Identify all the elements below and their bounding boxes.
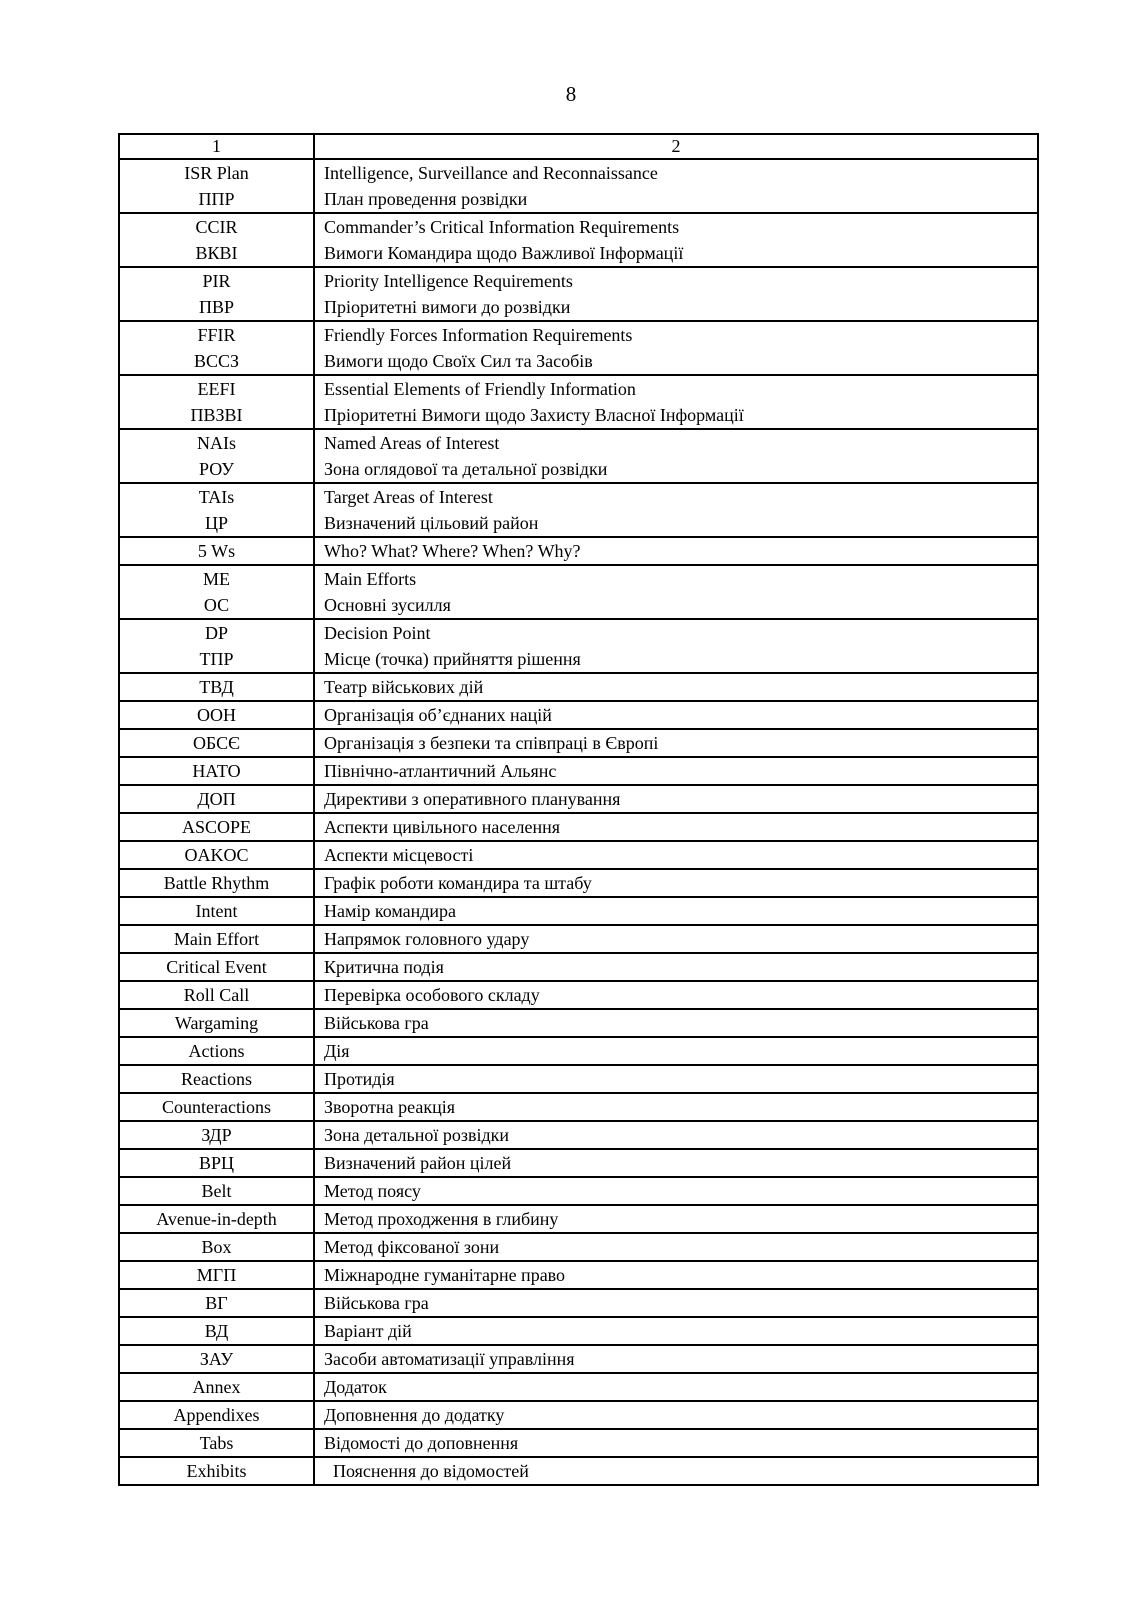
abbreviation-text: ВД xyxy=(204,1321,229,1341)
table-row xyxy=(119,1401,1038,1429)
table-row xyxy=(119,869,1038,897)
abbreviation-cell xyxy=(119,673,314,701)
table-row xyxy=(119,1345,1038,1373)
column-header-2: 2 xyxy=(314,134,1038,159)
abbreviation-cell xyxy=(119,1289,314,1317)
abbreviation-cell xyxy=(119,1037,314,1065)
abbreviation-cell xyxy=(119,785,314,813)
table-row xyxy=(119,537,1038,565)
abbreviation-cell xyxy=(119,897,314,925)
description-text: Пріоритетні вимоги до розвідки xyxy=(324,297,571,317)
table-row xyxy=(119,1093,1038,1121)
description-text: Зона оглядової та детальної розвідки xyxy=(324,459,608,479)
abbreviation-cell xyxy=(119,1205,314,1233)
abbreviation-text: OAKOC xyxy=(184,845,249,865)
abbreviation-text: ПВР xyxy=(198,297,234,317)
description-text: Визначений район цілей xyxy=(324,1153,512,1173)
description-text: Напрямок головного удару xyxy=(324,929,530,949)
abbreviation-text: EEFI xyxy=(197,379,236,399)
description-cell xyxy=(314,841,1038,869)
abbreviation-cell xyxy=(119,1401,314,1429)
abbreviation-cell xyxy=(119,925,314,953)
abbreviation-cell xyxy=(119,981,314,1009)
description-text: Директиви з оперативного планування xyxy=(324,789,621,809)
abbreviation-text: Appendixes xyxy=(173,1405,260,1425)
abbreviation-text: ОБСЄ xyxy=(192,733,241,753)
description-cell xyxy=(314,981,1038,1009)
table-row xyxy=(119,565,1038,619)
abbreviation-text: ЗДР xyxy=(201,1125,232,1145)
table-row xyxy=(119,1149,1038,1177)
description-text: Основні зусилля xyxy=(324,595,451,615)
table-header-row xyxy=(119,134,1038,159)
description-cell xyxy=(314,897,1038,925)
description-cell xyxy=(314,673,1038,701)
description-cell xyxy=(314,537,1038,565)
description-text: Північно-атлантичний Альянс xyxy=(324,761,557,781)
description-text: Friendly Forces Information Requirements xyxy=(324,325,633,345)
abbreviation-cell xyxy=(119,1317,314,1345)
description-cell xyxy=(314,785,1038,813)
abbreviation-cell xyxy=(119,1261,314,1289)
description-cell xyxy=(314,1457,1038,1485)
description-cell xyxy=(314,1289,1038,1317)
description-cell xyxy=(314,565,1038,619)
abbreviation-text: Box xyxy=(201,1237,232,1257)
table-row xyxy=(119,321,1038,375)
abbreviation-text: ВГ xyxy=(205,1293,228,1313)
description-text: Міжнародне гуманітарне право xyxy=(324,1265,566,1285)
abbreviation-cell xyxy=(119,1345,314,1373)
table-row xyxy=(119,953,1038,981)
table-row xyxy=(119,925,1038,953)
description-text: Додаток xyxy=(324,1377,387,1397)
description-cell xyxy=(314,1177,1038,1205)
description-text: Аспекти місцевості xyxy=(324,845,474,865)
description-text: Зона детальної розвідки xyxy=(324,1125,509,1145)
description-cell xyxy=(314,1345,1038,1373)
abbreviation-cell xyxy=(119,1429,314,1457)
abbreviation-text: TAIs xyxy=(198,487,235,507)
abbreviation-text: DP xyxy=(204,623,228,643)
description-text: Named Areas of Interest xyxy=(324,433,500,453)
abbreviation-text: ППР xyxy=(198,189,235,209)
abbreviation-cell xyxy=(119,1457,314,1485)
description-text: Main Efforts xyxy=(324,569,417,589)
abbreviation-cell xyxy=(119,375,314,429)
description-text: Перевірка особового складу xyxy=(324,985,540,1005)
description-text: Відомості до доповнення xyxy=(324,1433,519,1453)
abbreviation-cell xyxy=(119,813,314,841)
description-text: Вимоги щодо Своїх Сил та Засобів xyxy=(324,351,593,371)
table-row xyxy=(119,1037,1038,1065)
abbreviation-text: Tabs xyxy=(199,1433,234,1453)
abbreviation-text: Counteractions xyxy=(162,1097,271,1117)
description-text: Пояснення до відомостей xyxy=(324,1461,529,1481)
description-cell xyxy=(314,1373,1038,1401)
description-cell xyxy=(314,429,1038,483)
abbreviation-text: Reactions xyxy=(181,1069,252,1089)
table-row xyxy=(119,483,1038,537)
abbreviation-text: ЗАУ xyxy=(199,1349,234,1369)
table-row xyxy=(119,701,1038,729)
abbreviation-cell xyxy=(119,429,314,483)
abbreviation-text: ПВЗВІ xyxy=(190,405,243,425)
abbreviation-text: NAIs xyxy=(197,433,236,453)
abbreviation-cell xyxy=(119,701,314,729)
table-row xyxy=(119,619,1038,673)
abbreviation-cell xyxy=(119,757,314,785)
description-text: Intelligence, Surveillance and Reconnaissance xyxy=(324,163,658,183)
description-text: Засоби автоматизації управління xyxy=(324,1349,575,1369)
description-text: Критична подія xyxy=(324,957,444,977)
description-cell xyxy=(314,483,1038,537)
table-row xyxy=(119,757,1038,785)
abbreviation-text: Exhibits xyxy=(186,1461,247,1481)
abbreviation-cell xyxy=(119,1065,314,1093)
page-number: 8 xyxy=(565,82,577,106)
abbreviation-cell xyxy=(119,1233,314,1261)
table-row xyxy=(119,1317,1038,1345)
description-cell xyxy=(314,1065,1038,1093)
table-row xyxy=(119,1009,1038,1037)
description-text: Who? What? Where? When? Why? xyxy=(324,541,581,561)
abbreviation-cell xyxy=(119,321,314,375)
description-cell xyxy=(314,1205,1038,1233)
description-cell xyxy=(314,1317,1038,1345)
table-row xyxy=(119,1457,1038,1485)
abbreviation-text: ТПР xyxy=(199,649,234,669)
description-cell xyxy=(314,1401,1038,1429)
description-cell xyxy=(314,1429,1038,1457)
abbreviation-cell xyxy=(119,1177,314,1205)
abbreviation-text: НАТО xyxy=(192,761,241,781)
table-row xyxy=(119,1121,1038,1149)
description-text: Військова гра xyxy=(324,1013,429,1033)
abbreviation-text: Critical Event xyxy=(166,957,267,977)
abbreviation-table xyxy=(118,133,1039,1486)
description-text: План проведення розвідки xyxy=(324,189,528,209)
abbreviation-text: Intent xyxy=(195,901,238,921)
description-cell xyxy=(314,953,1038,981)
description-cell xyxy=(314,1233,1038,1261)
abbreviation-text: Belt xyxy=(201,1181,232,1201)
abbreviation-text: ЦР xyxy=(204,513,228,533)
abbreviation-text: PIR xyxy=(202,271,231,291)
description-text: Місце (точка) прийняття рішення xyxy=(324,649,581,669)
description-cell xyxy=(314,1009,1038,1037)
table-row xyxy=(119,1065,1038,1093)
description-cell xyxy=(314,159,1038,213)
abbreviation-text: Battle Rhythm xyxy=(163,873,270,893)
abbreviation-text: ISR Plan xyxy=(184,163,249,183)
abbreviation-text: Wargaming xyxy=(174,1013,259,1033)
abbreviation-text: FFIR xyxy=(197,325,236,345)
table-row xyxy=(119,1261,1038,1289)
description-cell xyxy=(314,757,1038,785)
description-text: Вимоги Командира щодо Важливої Інформації xyxy=(324,243,684,263)
abbreviation-cell xyxy=(119,267,314,321)
abbreviation-cell xyxy=(119,869,314,897)
abbreviation-text: Main Effort xyxy=(173,929,260,949)
table-row xyxy=(119,1233,1038,1261)
abbreviation-text: Annex xyxy=(192,1377,241,1397)
abbreviation-text: Actions xyxy=(188,1041,245,1061)
description-cell xyxy=(314,267,1038,321)
description-text: Метод проходження в глибину xyxy=(324,1209,559,1229)
description-cell xyxy=(314,1093,1038,1121)
abbreviation-cell xyxy=(119,213,314,267)
table-row xyxy=(119,267,1038,321)
description-cell xyxy=(314,1149,1038,1177)
abbreviation-text: ASCOPE xyxy=(181,817,252,837)
description-text: Метод фіксованої зони xyxy=(324,1237,500,1257)
table-row xyxy=(119,159,1038,213)
description-text: Організація з безпеки та співпраці в Європі xyxy=(324,733,659,753)
abbreviation-cell xyxy=(119,1149,314,1177)
description-cell xyxy=(314,1261,1038,1289)
abbreviation-text: Avenue-in-depth xyxy=(156,1209,277,1229)
column-header-1: 1 xyxy=(119,134,314,159)
description-text: Дія xyxy=(324,1041,350,1061)
table-row xyxy=(119,729,1038,757)
abbreviation-text: Roll Call xyxy=(183,985,250,1005)
description-text: Намір командира xyxy=(324,901,457,921)
description-text: Commander’s Critical Information Requirements xyxy=(324,217,680,237)
description-cell xyxy=(314,1121,1038,1149)
table-row xyxy=(119,897,1038,925)
table-row xyxy=(119,429,1038,483)
description-text: Театр військових дій xyxy=(324,677,484,697)
table-row xyxy=(119,981,1038,1009)
description-text: Пріоритетні Вимоги щодо Захисту Власної Інформації xyxy=(324,405,744,425)
table-row xyxy=(119,841,1038,869)
table-row xyxy=(119,1177,1038,1205)
table-row xyxy=(119,375,1038,429)
abbreviation-cell xyxy=(119,841,314,869)
description-cell xyxy=(314,213,1038,267)
abbreviation-cell xyxy=(119,953,314,981)
description-cell xyxy=(314,813,1038,841)
description-text: Організація об’єднаних націй xyxy=(324,705,552,725)
description-text: Визначений цільовий район xyxy=(324,513,539,533)
table-row xyxy=(119,785,1038,813)
description-text: Аспекти цивільного населення xyxy=(324,817,561,837)
abbreviation-text: МГП xyxy=(196,1265,237,1285)
description-text: Decision Point xyxy=(324,623,431,643)
description-text: Priority Intelligence Requirements xyxy=(324,271,573,291)
abbreviation-cell xyxy=(119,619,314,673)
abbreviation-cell xyxy=(119,565,314,619)
abbreviation-cell xyxy=(119,483,314,537)
abbreviation-text: ООН xyxy=(197,705,236,725)
abbreviation-text: CCIR xyxy=(195,217,238,237)
abbreviation-text: ДОП xyxy=(197,789,236,809)
description-text: Військова гра xyxy=(324,1293,429,1313)
abbreviation-table-body xyxy=(119,159,1038,1485)
description-text: Графік роботи командира та штабу xyxy=(324,873,592,893)
description-cell xyxy=(314,619,1038,673)
abbreviation-cell xyxy=(119,1373,314,1401)
abbreviation-text: ВРЦ xyxy=(198,1153,234,1173)
table-row xyxy=(119,1289,1038,1317)
description-text: Метод поясу xyxy=(324,1181,421,1201)
abbreviation-cell xyxy=(119,1093,314,1121)
abbreviation-text: ВССЗ xyxy=(193,351,240,371)
description-cell xyxy=(314,925,1038,953)
description-cell xyxy=(314,869,1038,897)
table-row xyxy=(119,813,1038,841)
description-cell xyxy=(314,375,1038,429)
description-text: Доповнення до додатку xyxy=(324,1405,505,1425)
abbreviation-cell xyxy=(119,159,314,213)
description-cell xyxy=(314,729,1038,757)
abbreviation-text: ТВД xyxy=(199,677,234,697)
abbreviation-text: ВКВІ xyxy=(195,243,238,263)
description-cell xyxy=(314,701,1038,729)
table-row xyxy=(119,213,1038,267)
description-cell xyxy=(314,1037,1038,1065)
abbreviation-cell xyxy=(119,1121,314,1149)
table-row xyxy=(119,1373,1038,1401)
description-text: Протидія xyxy=(324,1069,395,1089)
description-text: Варіант дій xyxy=(324,1321,412,1341)
abbreviation-text: РОУ xyxy=(199,459,234,479)
description-cell xyxy=(314,321,1038,375)
abbreviation-text: ОС xyxy=(203,595,230,615)
abbreviation-text: 5 Ws xyxy=(197,541,236,561)
table-row xyxy=(119,673,1038,701)
abbreviation-cell xyxy=(119,1009,314,1037)
table-row xyxy=(119,1205,1038,1233)
description-text: Зворотна реакція xyxy=(324,1097,456,1117)
table-row xyxy=(119,1429,1038,1457)
description-text: Target Areas of Interest xyxy=(324,487,493,507)
abbreviation-text: ME xyxy=(203,569,230,589)
description-text: Essential Elements of Friendly Information xyxy=(324,379,636,399)
abbreviation-cell xyxy=(119,729,314,757)
abbreviation-cell xyxy=(119,537,314,565)
